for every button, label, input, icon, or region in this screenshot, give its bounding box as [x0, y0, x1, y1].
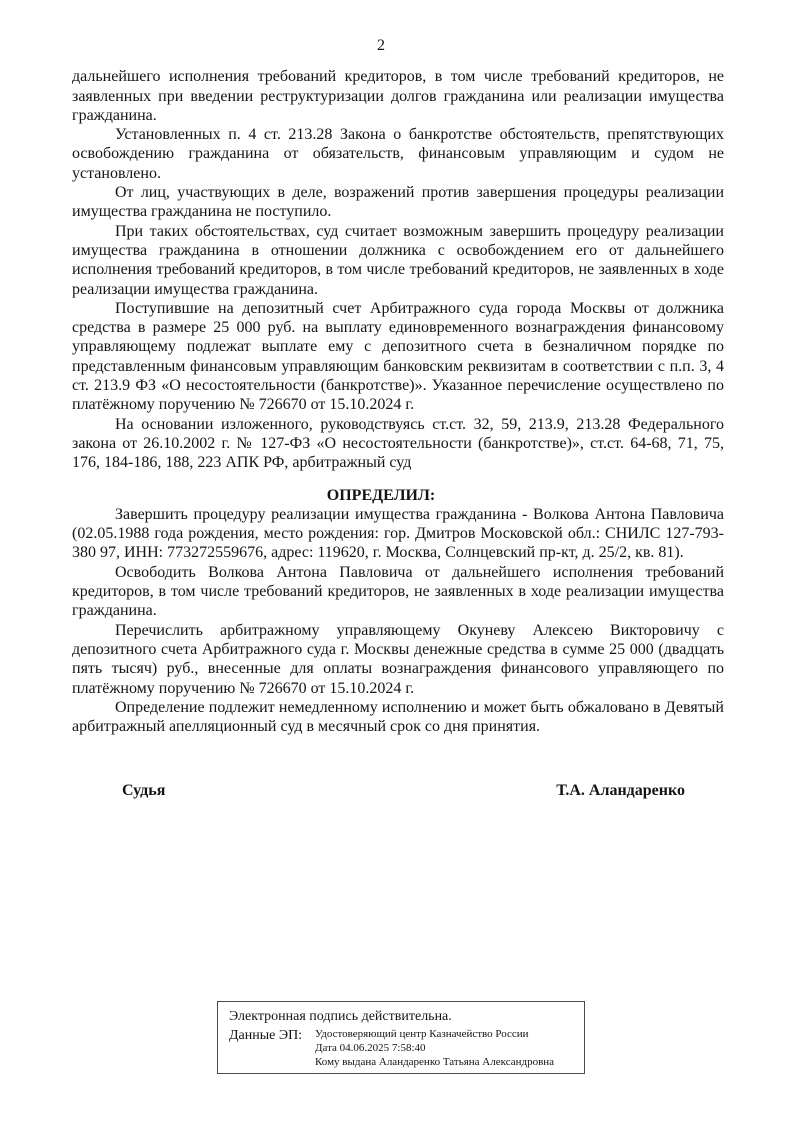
stamp-certifying-center: Удостоверяющий центр Казначейство России	[315, 1027, 529, 1040]
resolution-paragraph: Освободить Волкова Антона Павловича от дальнейшего исполнения требований кредиторов, в том числе требований кредиторов, не заявленных в ходе реализации имущества гражданина.	[72, 563, 724, 620]
judge-role-label: Судья	[122, 782, 166, 800]
stamp-details	[315, 1028, 554, 1070]
resolution-paragraph: Определение подлежит немедленному исполнению и может быть обжаловано в Девятый арбитражный апелляционный суд в месячный срок со дня принятия.	[72, 698, 724, 736]
stamp-issued-to: Кому выдана Аландаренко Татьяна Александровна	[315, 1055, 555, 1068]
signature-row	[72, 781, 724, 800]
resolution-heading: ОПРЕДЕЛИЛ:	[326, 486, 436, 504]
body-paragraph: При таких обстоятельствах, суд считает возможным завершить процедуру реализации имущества гражданина в отношении должника с освобождением его от дальнейшего исполнения требований кредиторов, в том числе требований кредиторов, не заявленных в ходе реализации имущества гражданина.	[72, 222, 724, 298]
page-number: 2	[377, 37, 385, 54]
body-paragraph: дальнейшего исполнения требований кредиторов, в том числе требований кредиторов, не заявленных при введении реструктуризации долгов гражданина или реализации имущества гражданина.	[72, 68, 724, 124]
body-paragraph: На основании изложенного, руководствуясь ст.ст. 32, 59, 213.9, 213.28 Федерального закона от 26.10.2002 г. № 127-ФЗ «О несостоятельности (банкротстве)», ст.ст. 64-68, 71, 75, 176, 184-186, 188, 223 АПК РФ, арбитражный суд	[72, 415, 724, 472]
stamp-validity-text: Электронная подпись действительна.	[229, 1008, 452, 1024]
stamp-date: Дата 04.06.2025 7:58:40	[315, 1041, 426, 1054]
judge-name: Т.А. Аландаренко	[556, 782, 685, 800]
stamp-data-row	[229, 1028, 574, 1070]
body-paragraph: Установленных п. 4 ст. 213.28 Закона о банкротстве обстоятельств, препятствующих освобождению гражданина от обязательств, финансовым управляющим и судом не установлено.	[72, 126, 724, 182]
stamp-data-label: Данные ЭП:	[229, 1027, 303, 1043]
resolution-paragraph: Перечислить арбитражному управляющему Окуневу Алексею Викторовичу с депозитного счета Арбитражного суда г. Москвы денежные средства в сумме 25 000 (двадцать пять тысяч) руб., внесенные для оплаты вознаграждения финансового управляющего по платёжному поручению № 726670 от 15.10.2024 г.	[72, 621, 724, 697]
electronic-signature-stamp	[217, 1001, 585, 1075]
resolution-paragraph: Завершить процедуру реализации имущества гражданина - Волкова Антона Павловича (02.05.1988 года рождения, место рождения: гор. Дмитров Московской обл.: СНИЛС 127-793-380 97, ИНН: 773272559676, адрес: 119620, г. Москва, Солнцевский пр-кт, д. 25/2, кв. 81).	[72, 505, 724, 562]
body-paragraph: От лиц, участвующих в деле, возражений против завершения процедуры реализации имущества гражданина не поступило.	[72, 184, 724, 221]
body-paragraph: Поступившие на депозитный счет Арбитражного суда города Москвы от должника средства в размере 25 000 руб. на выплату единовременного вознаграждения финансовому управляющему подлежат выплате ему с депозитного счета в безналичном порядке по представленным финансовым управляющим банковским реквизитам в соответствии с п.п. 3, 4 ст. 213.9 ФЗ «О несостоятельности (банкротстве)». Указанное перечисление осуществлено по платёжному поручению № 726670 от 15.10.2024 г.	[72, 299, 724, 414]
